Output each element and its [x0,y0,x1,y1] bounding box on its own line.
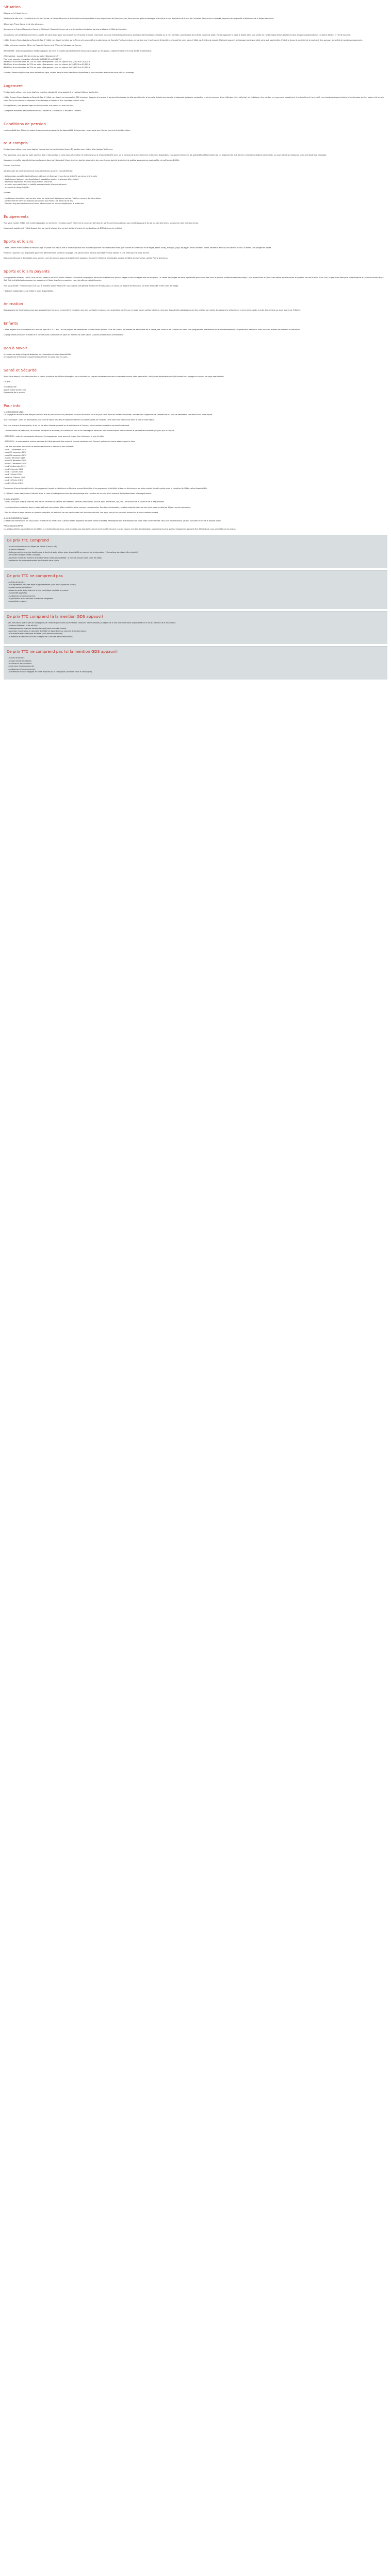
list-item: - Un membre de l'équipe d'accueil au départ et à l'arrivée (selon destination). [7,636,384,638]
paragraph: 4 - RÈGLEMENTATION TABAC : Le tabac est interdit dans les lieux publics fermés et les restaurants. Certains hôtels disposent de zones fumeurs dédiées. Renseignez-vous à la réception de votre hôtel à votre arrivée. Pour plus d'informations, veuillez consulter le site de la douane locale. [4,517,221,522]
list-item: - Les dépenses d'ordre personnel. [7,595,384,598]
list-item: - La taxe de sortie de territoire et la taxe touristique à acheter sur place. [7,589,384,592]
paragraph: L'hôtel dispose d'un club destiné aux enfants âgés de 3 à 12 ans. Le club propose de nombreuses activités telles que des cours de cuisine, des ateliers de découverte de la nature, des concours de châteaux de sable. Des programmes d'animations et de divertissement et à la production des loisirs avec aussi des ateliers de moments et artisanats. [4,328,301,331]
list-item: - Il est interdit de servir les boissons alcoolisées aux mineurs de moins de 18 ans. [4,200,387,202]
list-item: - Les taxes d'aéroport et de sécurité. [7,624,384,627]
section-heading-sant-et-s-curit: Santé et Sécurité [4,367,37,372]
paragraph: La disponibilité des différents modes de pension est pas garantie. La disponibilité de la pension choisie vous sera faite au moment de la réservation. [4,129,131,131]
list-item: - de la pension complète (petit-déjeuner, déjeuner et dîner) servi sous forme de buffet ou menus et à la carte [4,175,387,178]
section-heading-sports-et-loisirs: Sports et loisirs [4,239,34,244]
paragraph: La capacité maximale des chambres est de 3 adultes et 2 enfants ou 3 adultes et 1 enfant. [4,110,82,112]
paragraph: L'hôtel Dreams Puerto Aventuras Resort & Spa 5* (hôtel non classé) met à votre disposition des activités sportives non motorisées telles que : sorties en catamaran et de kayak, beach volley, mini golf, yoga, aquagym, tennis de table, billard, fléchettes ainsi qu'une salle de fitness. Et même une plongée en apnée. [4,246,272,249]
list-item: - Les suppléments pour des repas supplémentaires (hors dans la pension choisie). [7,584,384,586]
paragraph: Dans le cadre de votre formule tout inclus (Unlimited Luxury®), vous bénéficiez : [4,170,73,172]
paragraph: - ATTENTION : selon les compagnies aériennes, les bagages en soute peuvent ne pas être inclus dans le prix du billet. [4,435,104,437]
paragraph: Pour vous relaxer, l'hôtel dispose d'un spa, le "Dreams Spa by Pevonia®" (qui propose une gamme de soins et de massages), un sauna, un espace de relaxation, un salon de beauté et des salles de visage. [4,284,179,287]
price-box-3 [4,611,387,644]
paragraph: Grande piscine Spa et centre de bien-être À proximité de la marina [4,386,26,394]
list-item: - Les boissons alcoolisées sont servies selon les horaires et réglages au sein de l'hôtel au moment de votre séjour. [4,197,387,200]
paragraph: 2 - Veillez à l'ordre des papiers d'identité et de la carte d'embarquement lors de votre passage aux contrôles de sécurité et au moment de la présentation à l'enregistrement. [4,493,152,495]
section-heading-enfants: Enfants [4,320,18,326]
list-item: - Les pourboires usuels. [7,600,384,603]
paragraph: Séjournez à Phare Cancal et de très attrayant... [4,23,44,25]
list-item: - un service à l'étage 24h/24h [4,187,387,189]
paragraph: Le programme précis des activités et le horaires sont à consulter sur place au moment de votre séjour. (Soyons d'informations informations) [4,334,124,336]
document-body [0,0,391,680]
section-heading-conditions-de-pension: Conditions de pension [4,121,46,126]
list-item: - des snacs disponibles en cours de journée au snack bar [4,181,387,183]
list-item: - L'hébergement en chambre double standard (selon la durée choisie). [7,628,384,630]
paragraph: Un service de baby-sitting est disponible sur réservation et selon disponibilités. Un programme d'animation coupant est également en place pour les soins. [4,353,72,359]
price-box-heading: Ce prix TTC ne comprend pas (si la mention GDS appauvi) [7,649,118,654]
price-box-list [7,622,384,638]
paragraph: PRÉCISION DESCRIPTIF : Les photos utilisées pour présenter les hôtels et la destination sont non contractuelles. Les descriptifs, prix et services affichés sont ceux en vigueur à la date de publication. Les chambres ainsi que leur équipement peuvent être différents de ceux présentés sur les photos. [4,525,236,530]
paragraph: - Une liste des dates indicatives de rotation est fournie ci-dessous à titre indicatif : - lundi 11 novembre 2019 - mardi 19 novembre 2019 - mardi 26 novembre 2019 - mardi 3 décembre 2019 - mardi 10 décembre 2019 - mardi 17 décembre 2019 - lundi 30 décembre 2019 - lundi 20 janvier 2020 - lundi 27 janvier 2020 - lundi 3 février 2020 - vendredi 7 février 2020 - lundi 10 février 2020 - lundi 24 février 2020 [4,446,74,484]
list-item: - un accès sans restriction à la totalité aux restaurants à la carte et servis [4,183,387,186]
paragraph: Vous pourrez profiter des rafraîchissements servis dans les 5 bars dont 2 bars situés en bord de plage et un bar ouvert au au bord de la piscine (de oublies. Vous pourrez aussi profiter du café ouvert 24/24h. [4,159,180,161]
list-item: - Vols aller-retour opérés par les compagnies de l'Internet partenaire (sauf mention contraire, à titre indicatif) au départ de la ville choisie et selon disponibilité sur le vol au moment de la réservation. [7,622,384,624]
paragraph: Situés sur la côte d'Acr l'acadéè et au sud de Cancale, le Prévert Mayo est la destination touristique idéale la plus importantes du Mont pour, le à deux pour de golfs de Romagne mais entre le cent dominants de la mer de Cancalles. Bienvenue au l'acadéè, royaume des apprentiff et fonfenaux de la florate exclusive ! [4,18,274,20]
list-item: - Les visites et les excursions. [7,663,384,665]
price-box-heading: Ce prix TTC ne comprend pas [7,573,63,578]
price-box-heading: Ce prix TTC comprend [7,538,49,543]
paragraph: Pendant votre séjour, vous serez logé une chambre standard à accompagnée à la catégorie Deluxe Vue Jardin). [4,91,99,93]
list-item: - Les pourboires et les services à caractère obligatoire. [7,598,384,600]
list-item: - Pantalon long pour les hommes et tenue décente pour les femmes exigés pour le restaurant. [4,202,387,205]
price-box-list [7,581,384,603]
paragraph: Les plus : [4,380,12,383]
paragraph: En supplément, vous pouvez loger en chambre avec vue piscine ou avec vue mer. [4,104,74,107]
list-item: - Les frais de dossier. [7,657,384,659]
paragraph: - La consultation de l'aéroport, les horaires de départ et d'arrivée, les numéros de vols et les compagnies aériennes sont communiqués à titre indicatif et peuvent être modifiés jusqu'au jour du départ. [4,430,175,432]
bullet-list [4,175,387,189]
paragraph: Des programmes d'animations vous sont proposés tous les jours, en journée et en soirée, avec des spectacles musicaux, des projections de films sur la plage ou des soirées à thèmes, ainsi que des activités spéciales qui ont lieu soit l'on pot mixtes. Le programme prévisionnel et sera remis à votre arrivée directement sur place auprès de l'hôtelier. [4,309,301,312]
paragraph: 3 - BON À SAVOIR : - Il est à noter que chaque hôtel est libre de ses horaires d'ouverture des différents services (restaurants, piscine, bars, animations, spa, etc.) en fonction de la saison et de la fréquentation. [4,498,165,503]
paragraph: INFO UEBITE : Selon les conditions météorologiques, de vents et marées peuvent ramener beaucoup d'algues sur les plages, notamment entre les mois de Mai et Décembre. [4,49,152,52]
paragraph: Plusieurs s piscines sont disponibles pour vous détendre dont une face à la plage, une piscine située dans la zone réservée aux adultes et une 3ème piscine Relax de mini. [4,252,150,255]
bullet-list [4,197,387,206]
list-item: - des boissons (boissons non alcoolisées et alcoolisées locales, vins locaux, bière inclut). [4,178,387,181]
paragraph: Programme d'excursions et circuits : les voyageurs français en résidence au Mexique peuvent bénéficier d'un programme d'activités, à réserver directement sur place auprès de votre guide ou de la réception de l'hôtel, selon disponibilités. [4,487,207,490]
paragraph: Avant votre départ, consultez consulter le site du ministère des Affaires étrangères pour connaître les risques sanitaires éventuels ou pouvant survenir votre destination : http://www.diplomatie.gouv.fr/fr/conseils-aux-voyageurs-conseils par pays-destinations/ [4,375,224,378]
price-box-2 [4,570,387,609]
paragraph: A noter : [4,192,11,194]
paragraph: - Les informations contenues dans ce descriptif sont susceptibles d'être modifiées et ne sont pas contractuelles. Pour toute réclamation, veuillez contacter notre service client dans un délai de 30 jours après votre retour. [4,506,191,509]
paragraph: Formule tout inclus : [4,164,21,167]
list-item: - Les vols internationaux au départ de France (Cancun A/R). [7,546,384,548]
paragraph: - ATTENTION : le restaurant et certains services de l'hôtel peuvent être soumis à un code vestimentaire. Pensez à prévoir une tenue adaptée pour le dîner. [4,440,136,443]
paragraph: Pendant votre séjour, vous serez logé en formule tout inclus (Unlimited Luxury®). Vouillez nous référer à la rubrique Tout Inclus. [4,148,113,151]
list-item: - Les services d'ordre personnel. [7,665,384,668]
price-box-4 [4,646,387,679]
section-heading-tout-compris: tout compris [4,141,28,146]
paragraph: - Pour les offres en demi-pension ou pension complète, les boissons ne sont pas incluses sauf mention contraire. Les repas non pris ne pourront donner lieu à aucun remboursement. [4,512,159,514]
paragraph: En supplément et face à l'hôtel, vous pourrez visiter le marine "Dolphin Dreams". Un endroit unique pour découvrir l'hôtel et vous pourrez nager au bain du kayak avec les dauphins. Un centre de plongée est situé à proximité pour suivre des cours et pour en profitez durant votre séjour, vous aurez accès au Parc Earth Walker pour les accès aux grottes face de Primera Plaza Golf, ce parcourra offre pour un tarif spécial au parcours Riviera Maya Golf Club (activités tout dégageant en supplément). Notez la présence aussi des cours de pêcheurs et cérémonies. [4,276,384,282]
list-item: - La pension choisie selon le descriptif de l'hôtel et disponibilité au moment de la réservation. [7,630,384,633]
list-item: - Les activités payantes. [7,592,384,595]
list-item: - Les transferts entre l'aéroport et l'hôtel (sauf mention contraire). [7,633,384,635]
paragraph: L'hôtel se trouve à environ 20 km de Plaza del Carmen et à 77 km de l'aéroport de Cancun. [4,44,82,47]
list-item: - Le transfert aéroport / hôtel / aéroport. [7,554,384,556]
list-item: - L'hébergement en chambre double pour la durée de votre séjour selon disponibilité au moment de la réservation (informations données à titre indicatif). [7,551,384,554]
section-heading-situation: Situation [4,5,21,9]
price-box-1 [4,535,387,568]
section-heading-bon-savoir: Bon à savoir [4,345,27,350]
list-item: - Les assurances facultatives. [7,586,384,589]
list-item: - Les taxes d'aéroport. [7,549,384,551]
list-item: - Les dépenses d'ordre personnel. [7,668,384,671]
paragraph: L'hôtel Dreams Puerto Aventuras Resort & Spa 5* (hôtel non classé) est composé de 305 chambres équipées d'un grand lit ou deux lits doubles, de lofts conditionnés, d'une salle de bain avec douche et baignoire, peignoirs, pantoufles et sèche-cheveux, d'une télévision, d'un coffre-fort, du téléphone, d'un minibar et, moyennant supplément, d'un Interface et l'accès wifi. Les chambres disposent toutes d'une terrasse ou d'un balcon et d'un coin salon. Toutes les chambres disposent d'une terrasse ou balcon et d'un carrelage en terre cuite. [4,96,384,101]
paragraph: Au cœur de la France Mayo entre Cancal et Chalmont, Plaza del Carmen est une des stations balnéaires les plus prisées de la Côte de Cancalles. [4,28,127,31]
list-item: - Les éventuels frais de bagages en soute imposés par la compagnie (variables selon la compagnie). [7,671,384,673]
section-heading-logement: Logement [4,83,23,88]
paragraph: Des cours découverte de natation ainsi que des cours de plongée sous-marin également proposés. Un court à l'intérieur à la plongée au prise et libéré ainsi qu'un bar, golf de Puerto Aventuras. [4,257,168,260]
paragraph: Pour votre confort, l'hôtel met à votre disposition un service de réception ouvert 24h/24 et la connexion wifi dans les parties communes et dans vos chambres (vous et du bar ou salle des loisirs, une piscine, bain à remous et bar. [4,222,199,224]
paragraph: Moyennant supplément, l'hôtel dispose d'un bureau de change d'un service de blanchisserie et une boutique de DVD et un centre médical. [4,227,123,230]
section-heading-pour-info: Pour info [4,403,21,408]
paragraph: Découvrez le Prévert Mayo... [4,12,28,14]
section-heading-quipements: Équipements [4,214,29,219]
price-box-list [7,657,384,673]
paragraph: Offre spéciale : Jusqu'à 35% de remise sur votre hébergement !* Pour toute nouvelle réservation effectuée du 01/09/19 au 11/10/19*. Bénéficiez d'une réduction de 32% sur votre hébergement, pour les séjours du 01/09/19 au 18/10/19. Bénéficiez d'une réduction de 33% sur votre hébergement, pour les séjours du 19/10/19 au 01/11/19. Bénéficiez d'une réduction de 35% sur votre hébergement, pour les séjours du 01/11/19 au 31/12/19. [4,55,90,69]
paragraph: * Activités indépendantes de l'hôtel et selon disponibilités. [4,290,54,293]
list-item: - La pension choisie au moment de la réservation (selon disponibilité) : le type de pension varie selon les dates. [7,557,384,560]
paragraph: 1 - INFORMATION UEBI : Les voyageurs de nationalité française doivent être en possession d'un passeport en cours de validité pour les pays visés. Pour les autres nationalités, veuillez vous rapprocher de l'ambassade du pays de destination concerné avant votre départ. [4,411,213,416]
price-box-heading: Ce prix TTC comprend (à la mention GDS appauvi) [7,614,103,619]
paragraph: Pour vos repas, vous pourrez opter pour l'un des 5 restaurants à la carte (sans réservation et restrictions) ou le restaurant buffet servi sur le terrasse de la mer. Parmi les restaurants disponibles, vous pourrez découvrir les spécialités méditerranéennes, un restaurant de fruit de mer à midi et une bakerie seulement), un snack bar et un restaurant snack grill situé face à la plage. [4,154,327,156]
list-item: - Les assurances facultatives. [7,660,384,663]
paragraph: Taxe touristique : selon les destinations, une taxe de séjour peut être à régler directement sur place auprès de l'hôtelier. Cette taxe n'est pas incluse dans le prix de votre séjour. [4,419,155,421]
section-heading-animation: Animation [4,301,23,307]
paragraph: *A noter : Remise déjà incluse dans les tarifs en ligne, valable dans la limite des stocks disponibles et non cumulable avec toute autre offre ou avantage. [4,72,135,74]
paragraph: L'hôtel Dreams Puerto Aventuras Resort & Spa 5* (hôtel non classé) est situé sur la Rivera et à proximité de la plateforme de Cancalle Puerto Aventuras, en bord de mer. Il se trouve à 4 kilomètres d'un golf de vents bains. L'hôtel est à 65 km de Lescale Chalmont Lauca 45 et l'aeroport sans haut juliet, ainsi qu'à aux familles. L'hôtel se trouve à proximité de la marina et d'un parcours de golf et de nombreux restaurants. [4,39,363,42]
list-item: - Les frais de dossier. [7,581,384,584]
section-heading-sports-et-loisirs-payants: Sports et loisirs payants [4,268,50,274]
list-item: - L'assistance de notre représentant local durant votre séjour. [7,560,384,562]
price-box-list [7,546,384,562]
paragraph: Pour tout manque de documents, et en cas de refus d'embarquement ou de refoulement à l'arrivée, aucun remboursement ne pourra être réclamé. [4,424,130,427]
paragraph: Conçue pour ses nombreux commerces, proche de votre séjour pour vous inspirer sur le Quinta Gramola, charmante structure mettant les commerces, boutiques et thomaloges. Résidez sur la mer Cantillac. aussi la sous de la tâche rangée de sable. Elle se rapproche le point le depart idéal pour visiter les ruines mayas (Tulum et cherten Itza), les parcs écotouristiques (Xcaret et Xel-Ha) et l'île de Cozumel. [4,33,351,36]
